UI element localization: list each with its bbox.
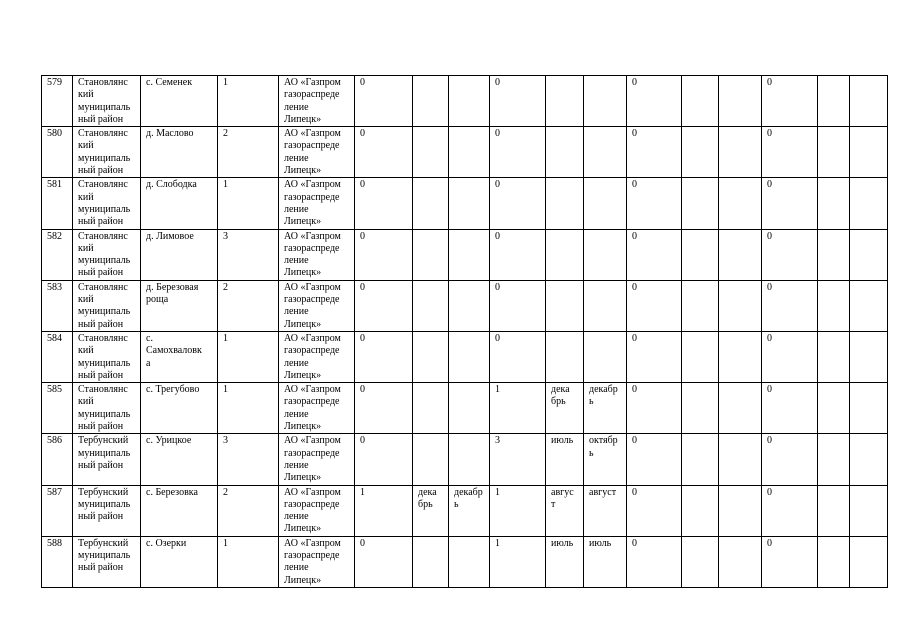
table-cell-c10: июль bbox=[584, 536, 627, 587]
table-cell-c13 bbox=[719, 383, 762, 434]
table-cell-c9 bbox=[546, 178, 584, 229]
table-cell-c6 bbox=[413, 280, 449, 331]
table-cell-count: 3 bbox=[218, 229, 279, 280]
table-cell-c13 bbox=[719, 434, 762, 485]
table-cell-c16 bbox=[850, 76, 888, 127]
table-cell-c10: август bbox=[584, 485, 627, 536]
table-cell-c5: 0 bbox=[355, 383, 413, 434]
table-cell-c14: 0 bbox=[762, 127, 818, 178]
table-cell-c9 bbox=[546, 280, 584, 331]
table-cell-count: 1 bbox=[218, 178, 279, 229]
table-cell-c10: октябр ь bbox=[584, 434, 627, 485]
table-cell-org: АО «Газпром газораспреде ление Липецк» bbox=[279, 434, 355, 485]
table-cell-count: 1 bbox=[218, 76, 279, 127]
table-cell-org: АО «Газпром газораспреде ление Липецк» bbox=[279, 331, 355, 382]
table-cell-count: 2 bbox=[218, 280, 279, 331]
table-cell-c12 bbox=[682, 76, 719, 127]
table-body bbox=[42, 76, 888, 588]
table-cell-c6 bbox=[413, 383, 449, 434]
table-cell-num: 579 bbox=[42, 76, 73, 127]
table-cell-c5: 0 bbox=[355, 434, 413, 485]
table-cell-c14: 0 bbox=[762, 536, 818, 587]
table-cell-c6 bbox=[413, 76, 449, 127]
table-row bbox=[42, 331, 888, 382]
table-cell-c13 bbox=[719, 76, 762, 127]
table-cell-c6 bbox=[413, 127, 449, 178]
table-cell-settlement: д. Лимовое bbox=[141, 229, 218, 280]
table-cell-district: Становлянс кий муниципаль ный район bbox=[73, 178, 141, 229]
table-cell-org: АО «Газпром газораспреде ление Липецк» bbox=[279, 485, 355, 536]
table-cell-c14: 0 bbox=[762, 331, 818, 382]
table-cell-org: АО «Газпром газораспреде ление Липецк» bbox=[279, 536, 355, 587]
table-cell-c11: 0 bbox=[627, 485, 682, 536]
table-cell-c12 bbox=[682, 280, 719, 331]
table-cell-c7 bbox=[449, 229, 490, 280]
table-cell-count: 1 bbox=[218, 383, 279, 434]
table-cell-c8: 0 bbox=[490, 331, 546, 382]
table-cell-c7 bbox=[449, 280, 490, 331]
table-cell-c5: 0 bbox=[355, 76, 413, 127]
table-cell-org: АО «Газпром газораспреде ление Липецк» bbox=[279, 383, 355, 434]
table-cell-c14: 0 bbox=[762, 76, 818, 127]
table-cell-c16 bbox=[850, 434, 888, 485]
table-cell-c14: 0 bbox=[762, 383, 818, 434]
table-cell-settlement: с. Березовка bbox=[141, 485, 218, 536]
table-cell-c11: 0 bbox=[627, 434, 682, 485]
table-cell-c9: июль bbox=[546, 536, 584, 587]
table-cell-c9: дека брь bbox=[546, 383, 584, 434]
table-cell-c9: авгус т bbox=[546, 485, 584, 536]
table-cell-settlement: д. Березовая роща bbox=[141, 280, 218, 331]
table-cell-district: Становлянс кий муниципаль ный район bbox=[73, 331, 141, 382]
table-cell-c13 bbox=[719, 331, 762, 382]
table-cell-c7 bbox=[449, 76, 490, 127]
table-cell-num: 586 bbox=[42, 434, 73, 485]
table-cell-c15 bbox=[818, 331, 850, 382]
table-cell-c9 bbox=[546, 127, 584, 178]
table-cell-c15 bbox=[818, 178, 850, 229]
table-cell-c5: 1 bbox=[355, 485, 413, 536]
table-cell-settlement: с. Урицкое bbox=[141, 434, 218, 485]
table-cell-district: Становлянс кий муниципаль ный район bbox=[73, 280, 141, 331]
table-cell-num: 588 bbox=[42, 536, 73, 587]
table-cell-district: Становлянс кий муниципаль ный район bbox=[73, 229, 141, 280]
table-cell-org: АО «Газпром газораспреде ление Липецк» bbox=[279, 178, 355, 229]
table-cell-c15 bbox=[818, 280, 850, 331]
table-cell-settlement: с. Трегубово bbox=[141, 383, 218, 434]
table-cell-settlement: д. Маслово bbox=[141, 127, 218, 178]
table-cell-c16 bbox=[850, 127, 888, 178]
table-cell-c14: 0 bbox=[762, 485, 818, 536]
table-cell-c12 bbox=[682, 331, 719, 382]
table-cell-c15 bbox=[818, 229, 850, 280]
table-cell-c8: 0 bbox=[490, 127, 546, 178]
data-table bbox=[41, 75, 888, 588]
table-cell-district: Тербунский муниципаль ный район bbox=[73, 536, 141, 587]
table-cell-c6 bbox=[413, 536, 449, 587]
table-cell-count: 3 bbox=[218, 434, 279, 485]
table-cell-district: Становлянс кий муниципаль ный район bbox=[73, 383, 141, 434]
table-cell-c8: 0 bbox=[490, 280, 546, 331]
table-cell-c9 bbox=[546, 229, 584, 280]
table-cell-c8: 1 bbox=[490, 536, 546, 587]
table-cell-c11: 0 bbox=[627, 331, 682, 382]
table-cell-c16 bbox=[850, 383, 888, 434]
table-cell-c6 bbox=[413, 178, 449, 229]
table-cell-org: АО «Газпром газораспреде ление Липецк» bbox=[279, 280, 355, 331]
table-cell-c8: 0 bbox=[490, 76, 546, 127]
table-cell-settlement: д. Слободка bbox=[141, 178, 218, 229]
table-cell-c15 bbox=[818, 127, 850, 178]
table-cell-c9: июль bbox=[546, 434, 584, 485]
table-cell-c10: декабр ь bbox=[584, 383, 627, 434]
table-cell-c15 bbox=[818, 434, 850, 485]
table-cell-c13 bbox=[719, 178, 762, 229]
table-cell-district: Становлянс кий муниципаль ный район bbox=[73, 76, 141, 127]
table-cell-num: 581 bbox=[42, 178, 73, 229]
table-cell-c11: 0 bbox=[627, 536, 682, 587]
table-cell-c5: 0 bbox=[355, 127, 413, 178]
table-cell-c6 bbox=[413, 434, 449, 485]
table-cell-c6 bbox=[413, 229, 449, 280]
table-cell-c7 bbox=[449, 383, 490, 434]
table-cell-c13 bbox=[719, 485, 762, 536]
table-row bbox=[42, 127, 888, 178]
table-cell-c12 bbox=[682, 178, 719, 229]
table-cell-c7 bbox=[449, 178, 490, 229]
table-cell-org: АО «Газпром газораспреде ление Липецк» bbox=[279, 229, 355, 280]
table-cell-c10 bbox=[584, 127, 627, 178]
table-cell-num: 585 bbox=[42, 383, 73, 434]
table-cell-c16 bbox=[850, 485, 888, 536]
table-cell-c16 bbox=[850, 178, 888, 229]
table-cell-c14: 0 bbox=[762, 178, 818, 229]
table-cell-c16 bbox=[850, 331, 888, 382]
table-cell-c7 bbox=[449, 536, 490, 587]
table-cell-count: 1 bbox=[218, 536, 279, 587]
table-cell-c7 bbox=[449, 331, 490, 382]
table-cell-c7: декабр ь bbox=[449, 485, 490, 536]
table-cell-c11: 0 bbox=[627, 127, 682, 178]
table-cell-c16 bbox=[850, 536, 888, 587]
table-cell-c5: 0 bbox=[355, 178, 413, 229]
table-row bbox=[42, 178, 888, 229]
table-cell-c14: 0 bbox=[762, 280, 818, 331]
table-cell-c11: 0 bbox=[627, 178, 682, 229]
table-cell-c10 bbox=[584, 331, 627, 382]
table-cell-district: Тербунский муниципаль ный район bbox=[73, 434, 141, 485]
table-cell-num: 583 bbox=[42, 280, 73, 331]
table-cell-num: 584 bbox=[42, 331, 73, 382]
table-cell-c10 bbox=[584, 178, 627, 229]
table-cell-num: 587 bbox=[42, 485, 73, 536]
table-cell-c12 bbox=[682, 434, 719, 485]
table-cell-settlement: с. Озерки bbox=[141, 536, 218, 587]
table-cell-c12 bbox=[682, 383, 719, 434]
table-cell-c11: 0 bbox=[627, 280, 682, 331]
table-cell-settlement: с. Самохваловк а bbox=[141, 331, 218, 382]
table-row bbox=[42, 229, 888, 280]
table-cell-c15 bbox=[818, 485, 850, 536]
table-cell-c8: 0 bbox=[490, 178, 546, 229]
table-cell-c8: 3 bbox=[490, 434, 546, 485]
table-cell-c16 bbox=[850, 280, 888, 331]
table-cell-c12 bbox=[682, 229, 719, 280]
table-cell-org: АО «Газпром газораспреде ление Липецк» bbox=[279, 127, 355, 178]
table-cell-c6 bbox=[413, 331, 449, 382]
table-cell-c15 bbox=[818, 536, 850, 587]
table-cell-c12 bbox=[682, 127, 719, 178]
table-cell-c12 bbox=[682, 536, 719, 587]
table-cell-c14: 0 bbox=[762, 229, 818, 280]
table-cell-c5: 0 bbox=[355, 331, 413, 382]
table-cell-c10 bbox=[584, 229, 627, 280]
table-row bbox=[42, 434, 888, 485]
table-cell-c13 bbox=[719, 280, 762, 331]
table-cell-c13 bbox=[719, 536, 762, 587]
table-cell-c13 bbox=[719, 127, 762, 178]
table-cell-c7 bbox=[449, 434, 490, 485]
table-cell-c16 bbox=[850, 229, 888, 280]
table-cell-count: 2 bbox=[218, 485, 279, 536]
table-row bbox=[42, 536, 888, 587]
table-cell-c5: 0 bbox=[355, 280, 413, 331]
table-cell-c7 bbox=[449, 127, 490, 178]
table-row bbox=[42, 76, 888, 127]
table-cell-c11: 0 bbox=[627, 383, 682, 434]
table-row bbox=[42, 383, 888, 434]
table-cell-c15 bbox=[818, 383, 850, 434]
table-cell-count: 2 bbox=[218, 127, 279, 178]
table-cell-c10 bbox=[584, 76, 627, 127]
table-cell-c12 bbox=[682, 485, 719, 536]
table-cell-c9 bbox=[546, 76, 584, 127]
table-cell-c14: 0 bbox=[762, 434, 818, 485]
table-cell-settlement: с. Семенек bbox=[141, 76, 218, 127]
table-cell-district: Тербунский муниципаль ный район bbox=[73, 485, 141, 536]
table-cell-count: 1 bbox=[218, 331, 279, 382]
table-cell-c10 bbox=[584, 280, 627, 331]
table-cell-c8: 1 bbox=[490, 485, 546, 536]
table-cell-c8: 1 bbox=[490, 383, 546, 434]
table-row bbox=[42, 280, 888, 331]
table-cell-c11: 0 bbox=[627, 229, 682, 280]
table-cell-district: Становлянс кий муниципаль ный район bbox=[73, 127, 141, 178]
table-cell-c5: 0 bbox=[355, 536, 413, 587]
table-cell-c8: 0 bbox=[490, 229, 546, 280]
table-cell-c9 bbox=[546, 331, 584, 382]
table-cell-c15 bbox=[818, 76, 850, 127]
table-cell-num: 580 bbox=[42, 127, 73, 178]
table-cell-num: 582 bbox=[42, 229, 73, 280]
table-cell-c5: 0 bbox=[355, 229, 413, 280]
table-cell-c13 bbox=[719, 229, 762, 280]
table-cell-c11: 0 bbox=[627, 76, 682, 127]
table-cell-c6: дека брь bbox=[413, 485, 449, 536]
table-cell-org: АО «Газпром газораспреде ление Липецк» bbox=[279, 76, 355, 127]
table-row bbox=[42, 485, 888, 536]
